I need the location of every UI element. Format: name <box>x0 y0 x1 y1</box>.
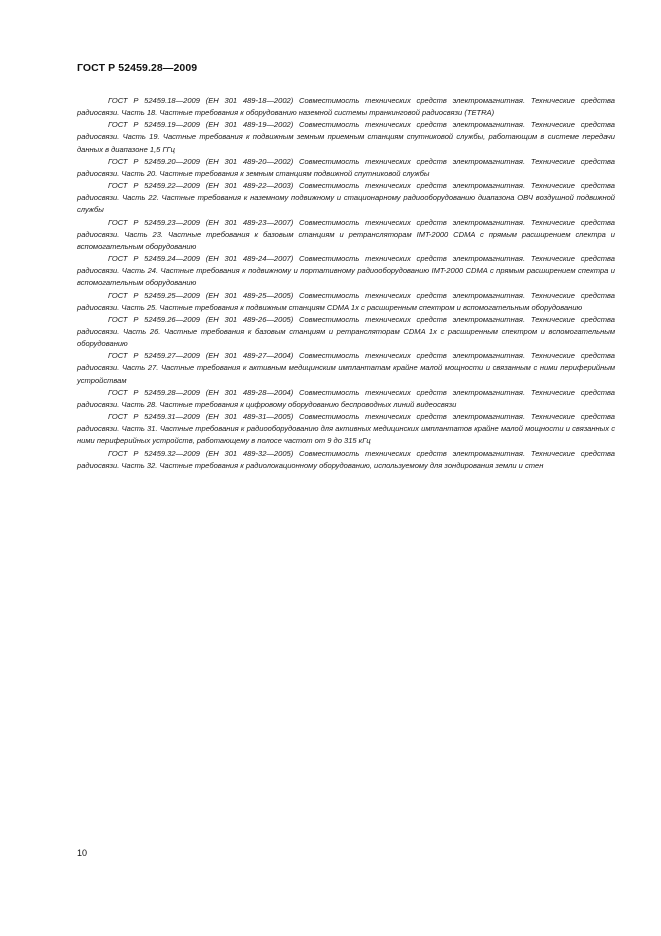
reference-entry: ГОСТ Р 52459.26—2009 (ЕН 301 489-26—2005) Совместимость технических средств электромагнитная. Технические средства радиосвязи. Часть 26. Частные требования к базовым станциям и ретрансляторам CDMA 1x с расширенным спектром и вспомогательным оборудованию <box>77 314 615 349</box>
reference-entry: ГОСТ Р 52459.27—2009 (ЕН 301 489-27—2004) Совместимость технических средств электромагнитная. Технические средства радиосвязи. Часть 27. Частные требования к активным медицинским имплантатам крайне малой мощности и связанным с ними периферийным устройствам <box>77 351 615 385</box>
reference-entry: ГОСТ Р 52459.32—2009 (ЕН 301 489-32—2005) Совместимость технических средств электромагнитная. Технические средства радиосвязи. Часть 32. Частные требования к радиолокационному оборудованию, используемому для зондирования земли и стен <box>77 448 615 470</box>
reference-entry: ГОСТ Р 52459.22—2009 (ЕН 301 489-22—2003) Совместимость технических средств электромагнитная. Технические средства радиосвязи. Часть 22. Частные требования к наземному подвижному и стационарному радиооборудованию диапазона ОВЧ воздушной подвижной службы <box>77 181 615 215</box>
reference-entry: ГОСТ Р 52459.18—2009 (ЕН 301 489-18—2002) Совместимость технических средств электромагнитная. Технические средства радиосвязи. Часть 18. Частные требования к оборудованию наземной системы транкинговой радиосвязи (TETRA) <box>77 96 615 118</box>
reference-entry: ГОСТ Р 52459.19—2009 (ЕН 301 489-19—2002) Совместимость технических средств электромагнитная. Технические средства радиосвязи. Часть 19. Частные требования к подвижным земным приемным станциям спутниковой службы, работающим в системе передачи данных в диапазоне 1,5 ГГц <box>77 120 615 154</box>
reference-entry: ГОСТ Р 52459.31—2009 (ЕН 301 489-31—2005) Совместимость технических средств электромагнитная. Технические средства радиосвязи. Часть 31. Частные требования к радиооборудованию для активных медицинских имплантатов крайне малой мощности и связанных с ними периферийных устройств, работающему в полосе частот от 9 до 315 кГц <box>77 412 615 446</box>
reference-entry: ГОСТ Р 52459.28—2009 (ЕН 301 489-28—2004) Совместимость технических средств электромагнитная. Технические средства радиосвязи. Часть 28. Частные требования к цифровому оборудованию беспроводных линий видеосвязи <box>77 387 615 409</box>
page-header-title: ГОСТ Р 52459.28—2009 <box>77 62 198 74</box>
reference-entry: ГОСТ Р 52459.25—2009 (ЕН 301 489-25—2005) Совместимость технических средств электромагнитная. Технические средства радиосвязи. Часть 25. Частные требования к подвижным станциям CDMA 1x с расширенным спектром и вспомогательным оборудованию <box>77 290 615 312</box>
reference-entry: ГОСТ Р 52459.24—2009 (ЕН 301 489-24—2007) Совместимость технических средств электромагнитная. Технические средства радиосвязи. Часть 24. Частные требования к подвижному и портативному радиооборудованию IMT-2000 CDMA с прямым расширением спектра и вспомогательным оборудованию <box>77 254 615 288</box>
reference-entry: ГОСТ Р 52459.23—2009 (ЕН 301 489-23—2007) Совместимость технических средств электромагнитная. Технические средства радиосвязи. Часть 23. Частные требования к базовым станциям и ретрансляторам IMT-2000 CDMA с прямым расширением спектра и вспомогательным оборудованию <box>77 217 615 251</box>
reference-list <box>77 95 615 472</box>
page-number: 10 <box>77 848 88 858</box>
reference-entry: ГОСТ Р 52459.20—2009 (ЕН 301 489-20—2002) Совместимость технических средств электромагнитная. Технические средства радиосвязи. Часть 20. Частные требования к земным станциям подвижной спутниковой службы <box>77 156 615 178</box>
